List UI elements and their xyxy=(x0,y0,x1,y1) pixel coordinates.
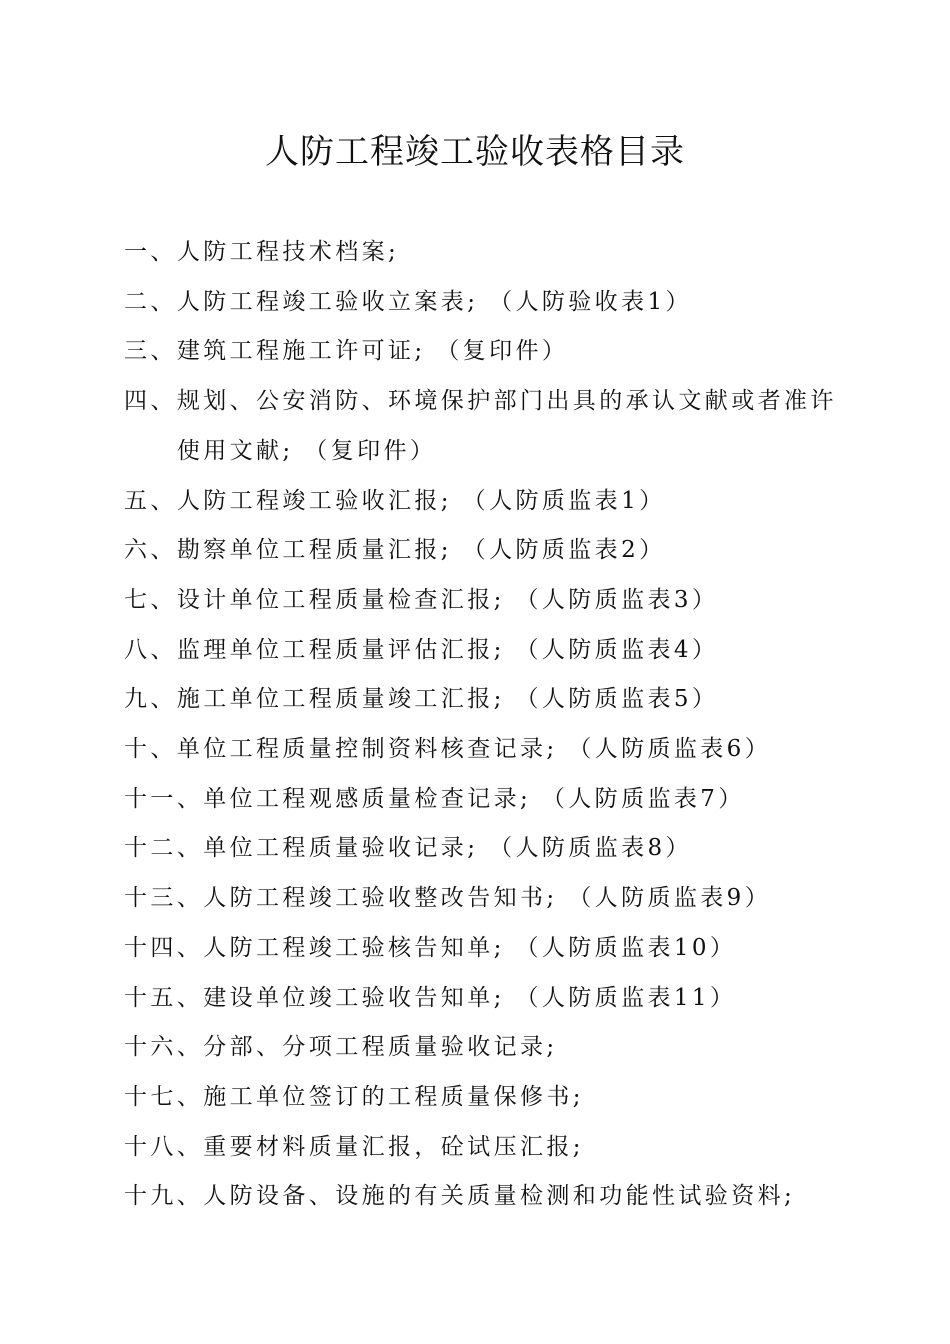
item-text: 监理单位工程质量评估汇报; （人防质监表4） xyxy=(176,636,719,663)
item-number: 八、 xyxy=(124,636,177,663)
item-text: 单位工程质量控制资料核查记录; （人防质监表6） xyxy=(176,736,772,763)
item-number: 五、 xyxy=(124,487,177,514)
item-text: 施工单位工程质量竣工汇报; （人防质监表5） xyxy=(176,686,719,713)
item-text: 人防工程竣工验收立案表; （人防验收表1） xyxy=(176,288,692,315)
item-text: 人防工程竣工验核告知单; （人防质监表10） xyxy=(203,934,737,961)
item-number: 二、 xyxy=(124,288,177,315)
list-item xyxy=(124,228,844,278)
item-number: 九、 xyxy=(124,686,177,713)
item-text: 建筑工程施工许可证; （复印件） xyxy=(176,338,569,365)
item-text: 人防设备、设施的有关质量检测和功能性试验资料; xyxy=(203,1183,796,1210)
item-text: 施工单位签订的工程质量保修书; xyxy=(203,1083,584,1110)
list-item xyxy=(124,1023,844,1073)
item-text: 人防工程技术档案; xyxy=(176,239,400,265)
list-item xyxy=(124,1073,844,1123)
list-item xyxy=(124,1123,844,1173)
item-number: 十一、 xyxy=(124,785,204,812)
item-text: 分部、分项工程质量验收记录; xyxy=(203,1034,558,1061)
item-text: 重要材料质量汇报，砼试压汇报; xyxy=(203,1133,584,1160)
list-item xyxy=(124,626,844,676)
list-item xyxy=(124,576,844,626)
item-number: 六、 xyxy=(124,537,177,564)
item-number: 十五、 xyxy=(124,984,204,1011)
item-number: 四、 xyxy=(124,388,177,415)
item-number: 十六、 xyxy=(124,1034,204,1061)
list-item xyxy=(124,924,844,974)
item-number: 十八、 xyxy=(124,1133,204,1160)
item-text: 单位工程质量验收记录; （人防质监表8） xyxy=(203,835,692,862)
catalog-list xyxy=(124,228,844,1222)
list-item xyxy=(124,974,844,1024)
item-number: 十九、 xyxy=(124,1183,204,1210)
item-number: 十七、 xyxy=(124,1083,204,1110)
item-number: 十四、 xyxy=(124,934,204,961)
list-item xyxy=(124,1172,844,1222)
list-item xyxy=(124,675,844,725)
list-item xyxy=(124,725,844,775)
item-number: 十二、 xyxy=(124,835,204,862)
item-text: 建设单位竣工验收告知单; （人防质监表11） xyxy=(203,984,737,1011)
item-text: 人防工程竣工验收汇报; （人防质监表1） xyxy=(176,487,666,514)
item-number: 七、 xyxy=(124,586,177,613)
item-number: 十三、 xyxy=(124,885,204,912)
list-item xyxy=(124,824,844,874)
list-item xyxy=(124,327,844,377)
list-item xyxy=(124,477,844,527)
item-text: 设计单位工程质量检查汇报; （人防质监表3） xyxy=(176,586,719,613)
item-text: 规划、公安消防、环境保护部门出具的承认文献或者准许使用文献; （复印件） xyxy=(176,388,837,464)
item-text: 人防工程竣工验收整改告知书; （人防质监表9） xyxy=(203,885,772,912)
item-text: 单位工程观感质量检查记录; （人防质监表7） xyxy=(203,785,745,812)
list-item xyxy=(124,278,844,328)
item-text: 勘察单位工程质量汇报; （人防质监表2） xyxy=(176,537,666,564)
item-number: 十、 xyxy=(124,736,177,763)
document-title: 人防工程竣工验收表格目录 xyxy=(265,132,685,172)
item-number: 三、 xyxy=(124,338,177,365)
item-number: 一、 xyxy=(124,239,177,265)
list-item xyxy=(124,377,844,476)
list-item xyxy=(124,526,844,576)
list-item xyxy=(124,775,844,825)
list-item xyxy=(124,874,844,924)
